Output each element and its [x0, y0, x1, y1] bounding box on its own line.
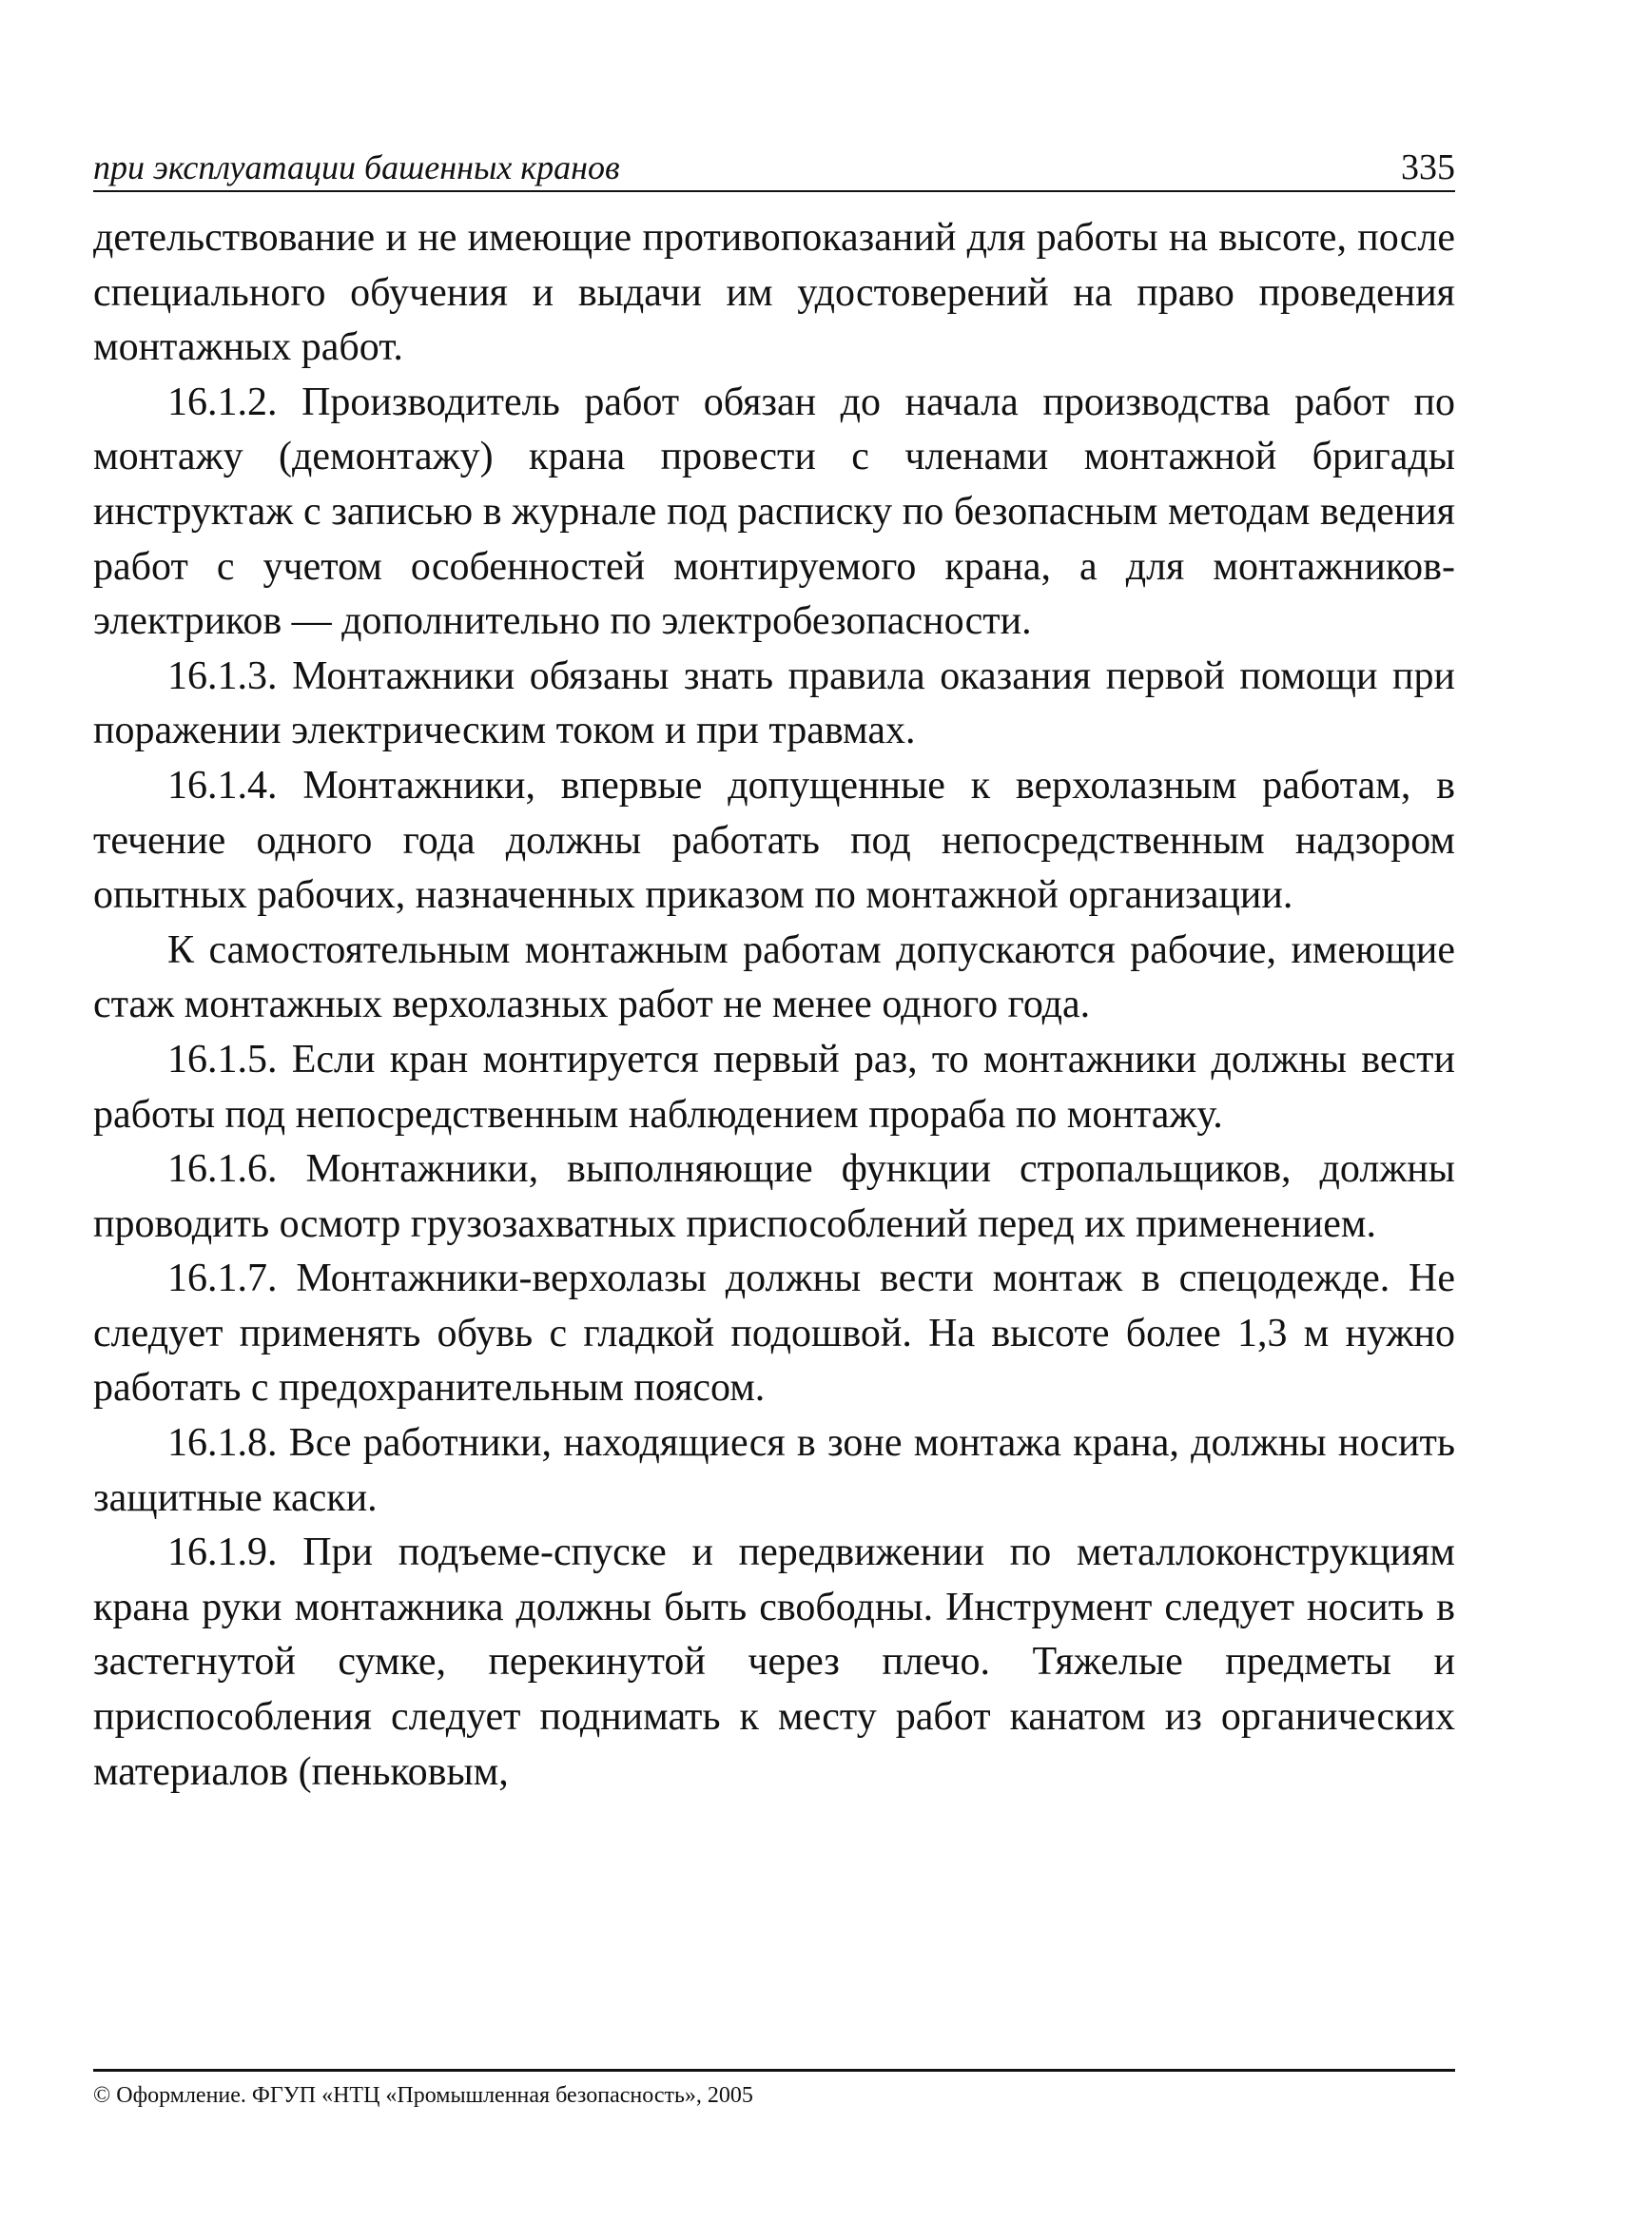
paragraph-16-1-9: 16.1.9. При подъеме-спуске и передвижении по металлоконструкциям крана руки монтажника должны быть свободны. Инструмент следует носить в застегнутой сумке, перекинутой через плечо. Тяжелые предметы и приспособления следует поднимать к месту работ канатом из органических материалов (пеньковым,: [93, 1530, 1455, 1794]
paragraph-16-1-4: 16.1.4. Монтажники, впервые допущенные к верхолазным работам, в течение одного года должны работать под непосредственным надзором опытных рабочих, назначенных приказом по монтажной организации.: [93, 763, 1455, 918]
paragraph-16-1-2: 16.1.2. Производитель работ обязан до начала производства работ по монтажу (демонтажу) крана провести с членами монтажной бригады инструктаж с записью в журнале под расписку по безопасным методам ведения работ с учетом особенностей монтируемого крана, а для монтажников-электриков — дополнительно по электробезопасности.: [93, 380, 1455, 644]
page-number: 335: [1401, 147, 1455, 187]
paragraph-16-1-8: 16.1.8. Все работники, находящиеся в зоне монтажа крана, должны носить защитные каски.: [93, 1421, 1455, 1520]
paragraph-continuation: детельствование и не имеющие противопоказаний для работы на высоте, после специального обучения и выдачи им удостоверений на право проведения монтажных работ.: [93, 216, 1455, 370]
paragraph-16-1-5: 16.1.5. Если кран монтируется первый раз, то монтажники должны вести работы под непосредственным наблюдением прораба по монтажу.: [93, 1037, 1455, 1137]
body-text: [93, 211, 1455, 1800]
footer-copyright: © Оформление. ФГУП «НТЦ «Промышленная безопасность», 2005: [93, 2083, 753, 2108]
paragraph-independent-work: К самостоятельным монтажным работам допускаются рабочие, имеющие стаж монтажных верхолазных работ не менее одного года.: [93, 927, 1455, 1027]
running-title: при эксплуатации башенных кранов: [93, 148, 620, 186]
running-header: [93, 141, 1455, 192]
paragraph-16-1-3: 16.1.3. Монтажники обязаны знать правила оказания первой помощи при поражении электрическим током и при травмах.: [93, 653, 1455, 753]
paragraph-16-1-7: 16.1.7. Монтажники-верхолазы должны вести монтаж в спецодежде. Не следует применять обувь с гладкой подошвой. На высоте более 1,3 м нужно работать с предохранительным поясом.: [93, 1257, 1455, 1411]
paragraph-16-1-6: 16.1.6. Монтажники, выполняющие функции стропальщиков, должны проводить осмотр грузозахватных приспособлений перед их применением.: [93, 1147, 1455, 1246]
footer-rule: [93, 2069, 1455, 2072]
